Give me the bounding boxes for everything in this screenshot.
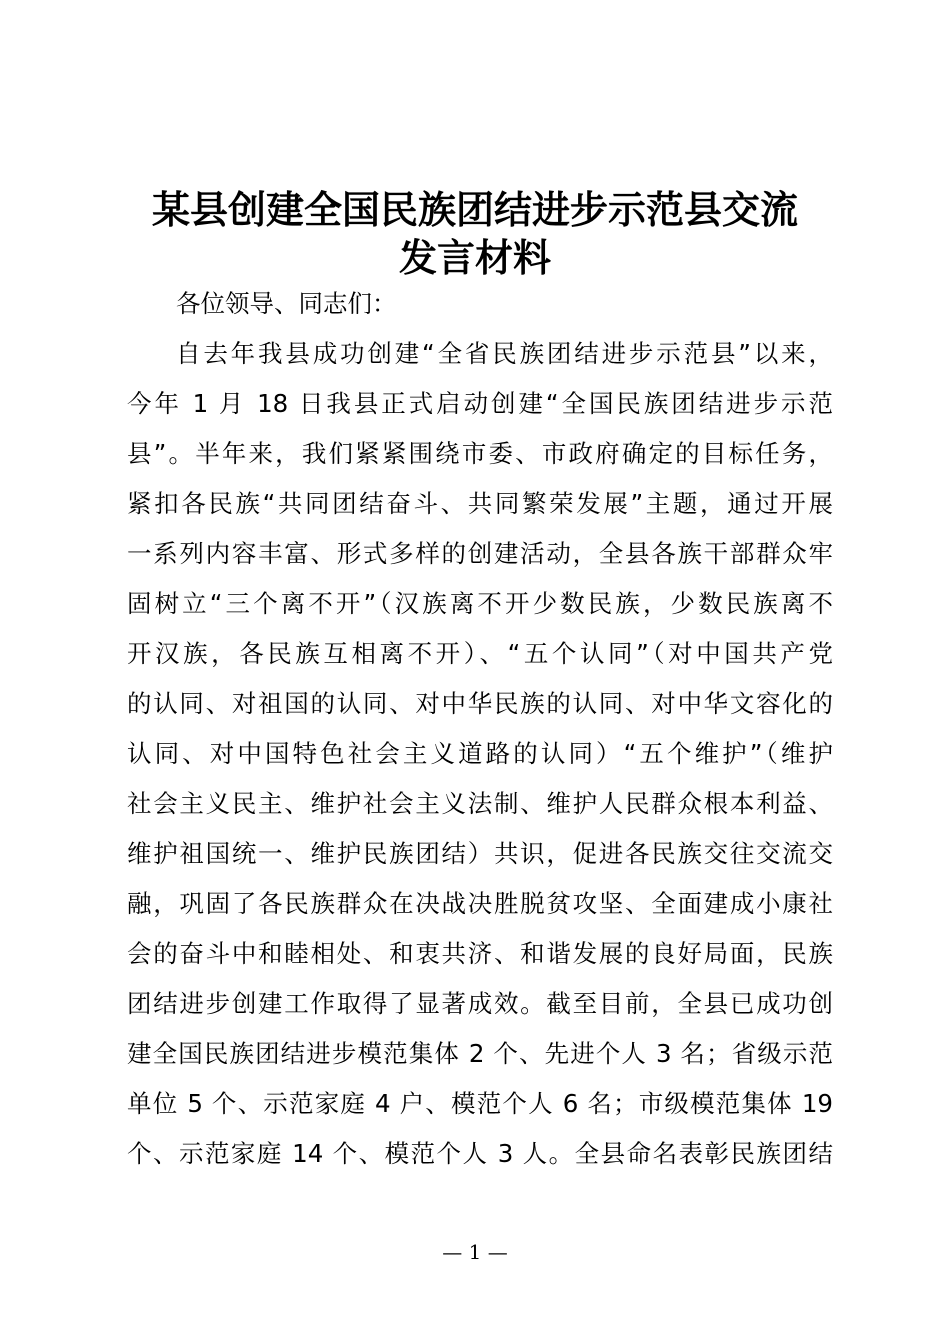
- page-number: — 1 —: [442, 1240, 508, 1264]
- salutation: 各位领导、同志们：: [176, 289, 397, 318]
- paragraph-line: 融，巩固了各民族群众在决战决胜脱贫攻坚、全面建成小康社: [127, 889, 833, 918]
- paragraph-line: 今年 1 月 18 日我县正式启动创建“全国民族团结进步示范: [127, 389, 833, 418]
- paragraph-line: 紧扣各民族“共同团结奋斗、共同繁荣发展”主题，通过开展: [127, 489, 833, 518]
- paragraph-line: 的认同、对祖国的认同、对中华民族的认同、对中华文容化的: [127, 689, 833, 718]
- paragraph-line: 自去年我县成功创建“全省民族团结进步示范县”以来，: [176, 339, 833, 368]
- paragraph-line: 县”。半年来，我们紧紧围绕市委、市政府确定的目标任务，: [127, 439, 833, 468]
- paragraph-line: 开汉族，各民族互相离不开）、“五个认同”（对中国共产党: [127, 639, 833, 668]
- paragraph-line: 建全国民族团结进步模范集体 2 个、先进个人 3 名；省级示范: [127, 1039, 833, 1068]
- paragraph-line: 社会主义民主、维护社会主义法制、维护人民群众根本利益、: [127, 789, 833, 818]
- paragraph-line: 固树立“三个离不开”（汉族离不开少数民族，少数民族离不: [127, 589, 833, 618]
- paragraph-line: 一系列内容丰富、形式多样的创建活动，全县各族干部群众牢: [127, 539, 833, 568]
- paragraph-line: 单位 5 个、示范家庭 4 户、模范个人 6 名；市级模范集体 19: [127, 1089, 833, 1118]
- paragraph-line: 个、示范家庭 14 个、模范个人 3 人。全县命名表彰民族团结: [127, 1139, 833, 1168]
- paragraph-line: 团结进步创建工作取得了显著成效。截至目前，全县已成功创: [127, 989, 833, 1018]
- paragraph-line: 认同、对中国特色社会主义道路的认同）“五个维护”（维护: [127, 739, 833, 768]
- paragraph-line: 维护祖国统一、维护民族团结）共识，促进各民族交往交流交: [127, 839, 833, 868]
- document-title-line-2: 发言材料: [398, 235, 551, 280]
- document-title-line-1: 某县创建全国民族团结进步示范县交流: [151, 187, 798, 232]
- paragraph-line: 会的奋斗中和睦相处、和衷共济、和谐发展的良好局面，民族: [127, 939, 833, 968]
